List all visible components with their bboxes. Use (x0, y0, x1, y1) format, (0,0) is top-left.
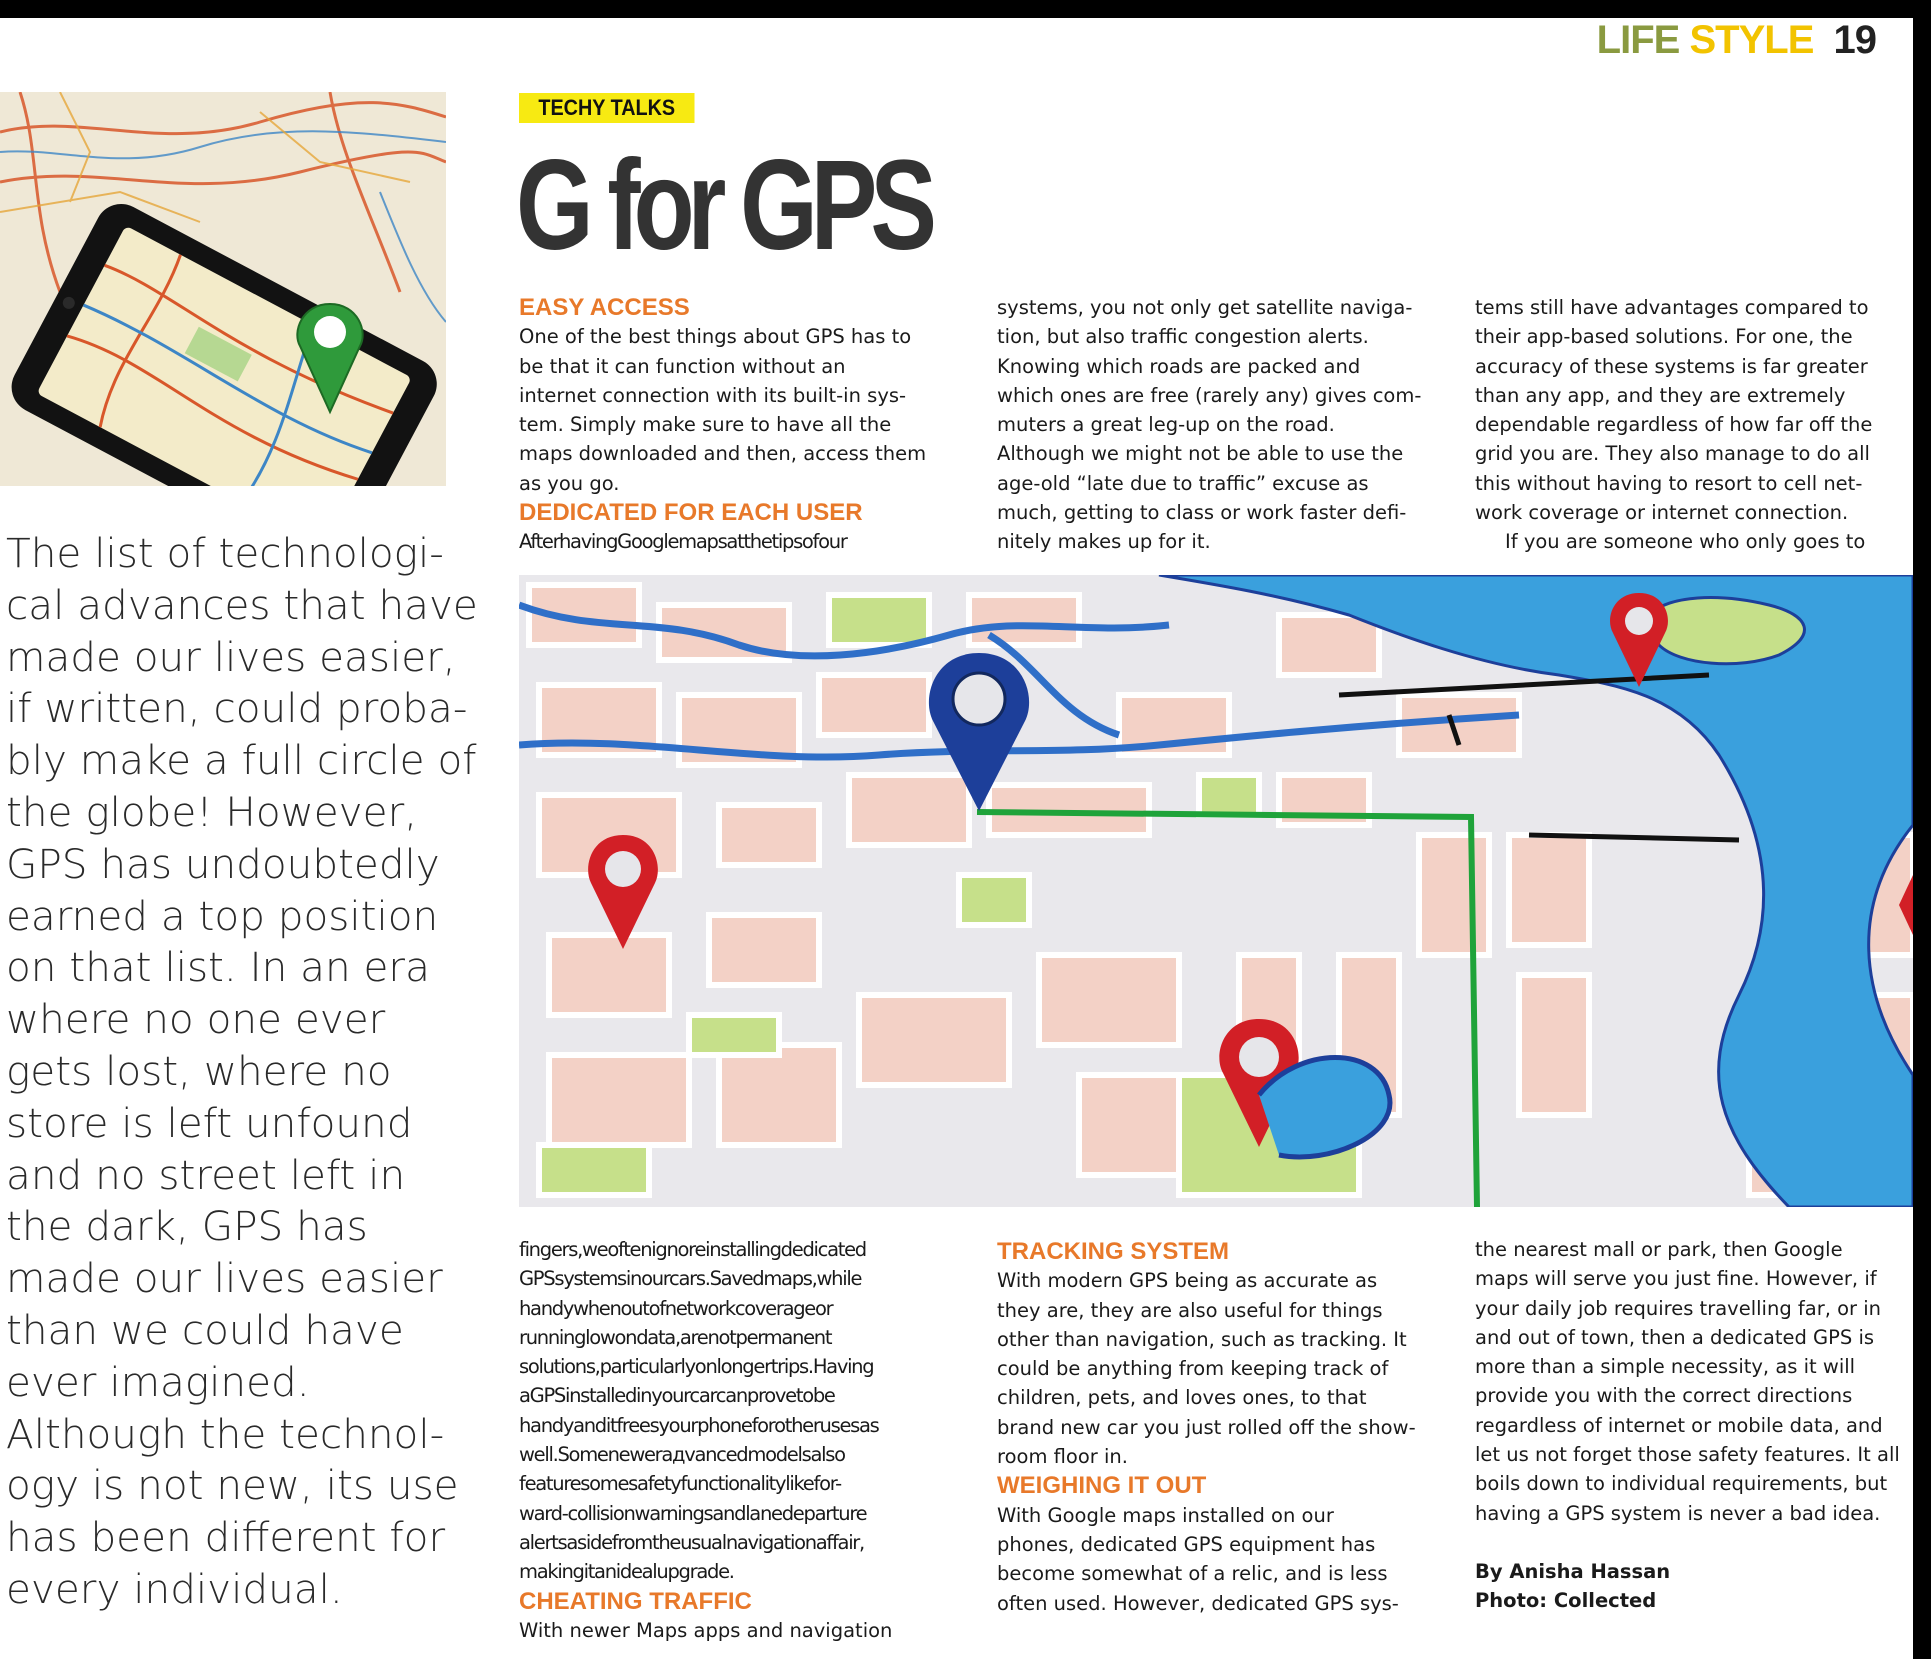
pull-quote-line: ogy is not new, its use (6, 1461, 459, 1510)
body-line: well.Somenewerадvancedmodelsalso (519, 1443, 845, 1467)
pull-quote-line: made our lives easier, (6, 632, 456, 681)
body-line: become somewhat of a relic, and is less (997, 1562, 1388, 1586)
body-line: accuracy of these systems is far greater (1475, 354, 1868, 378)
city-map-illustration (519, 575, 1913, 1207)
body-line: tem. Simply make sure to have all the (519, 413, 892, 437)
right-border (1913, 0, 1931, 1659)
body-line: runninglowondata,arenotpermanent (519, 1325, 832, 1349)
body-line: With Google maps installed on our (997, 1503, 1334, 1527)
body-line: AfterhavingGooglemapsatthetipsofour (519, 530, 847, 554)
body-line: handyanditfreesyourphoneforotherusesas (519, 1413, 879, 1437)
body-line: often used. However, dedicated GPS sys- (997, 1591, 1399, 1615)
body-line: nitely makes up for it. (997, 530, 1211, 554)
subheading-easy-access: EASY ACCESS (519, 294, 690, 321)
pull-quote-line: where no one ever (6, 995, 386, 1044)
body-line: let us not forget those safety features. It all (1475, 1443, 1900, 1467)
body-line: grid you are. They also manage to do all (1475, 442, 1870, 466)
subheading-dedicated-for-each-user: DEDICATED FOR EACH USER (519, 499, 863, 527)
phone-map-photo (0, 92, 446, 486)
body-line: age-old “late due to traffic” excuse as (997, 471, 1369, 495)
author-byline: By Anisha Hassan (1475, 1559, 1671, 1583)
body-line: room floor in. (997, 1445, 1128, 1469)
body-line: One of the best things about GPS has to (519, 325, 912, 349)
pull-quote-line: GPS has undoubtedly (6, 839, 440, 888)
pull-quote-line: cal advances that have (6, 580, 478, 629)
body-line: the nearest mall or park, then Google (1475, 1238, 1843, 1261)
body-line: tion, but also traffic congestion alerts. (997, 325, 1369, 349)
phone-map-illustration (0, 92, 446, 486)
body-line: phones, dedicated GPS equipment has (997, 1532, 1376, 1556)
body-line: makingitanidealupgrade. (519, 1560, 734, 1584)
body-line: they are, they are also useful for things (997, 1298, 1383, 1322)
body-line: work coverage or internet connection. (1475, 501, 1849, 525)
body-line: fingers,weoftenignoreinstallingdedicated (519, 1238, 866, 1261)
section-masthead (1597, 18, 1876, 63)
column-1-top (519, 293, 926, 557)
pull-quote-line: gets lost, where no (6, 1046, 392, 1095)
body-line: having a GPS system is never a bad idea. (1475, 1501, 1881, 1525)
pull-quote-line: the globe! However, (6, 787, 418, 836)
top-border (0, 0, 1931, 18)
pull-quote-line: earned a top position (6, 891, 439, 940)
body-line: other than navigation, such as tracking. It (997, 1327, 1407, 1351)
body-line: handywhenoutofnetworkcoverageor (519, 1296, 833, 1320)
pull-quote-line: than we could have (6, 1305, 404, 1354)
body-line: internet connection with its built-in sys- (519, 383, 907, 407)
body-line: your daily job requires travelling far, or in (1475, 1296, 1882, 1320)
pull-quote-line: if written, could proba- (6, 684, 468, 733)
pull-quote-line: the dark, GPS has (6, 1202, 368, 1251)
body-line: could be anything from keeping track of (997, 1357, 1389, 1381)
body-line: than any app, and they are extremely (1475, 383, 1846, 407)
body-line: which ones are free (rarely any) gives com- (997, 383, 1422, 407)
body-line: provide you with the correct directions (1475, 1384, 1853, 1408)
body-line: Although we might not be able to use the (997, 442, 1404, 466)
body-line: ward-collisionwarningsandlanedeparture (519, 1501, 867, 1525)
body-line: children, pets, and loves ones, to that (997, 1386, 1367, 1410)
column-2-top (997, 293, 1421, 557)
subheading-tracking-system: TRACKING SYSTEM (997, 1238, 1230, 1265)
pull-quote-line: every individual. (6, 1564, 343, 1613)
pull-quote-line: bly make a full circle of (6, 736, 477, 785)
page-number: 19 (1833, 18, 1876, 62)
body-line: be that it can function without an (519, 354, 846, 378)
pull-quote-line: has been different for (6, 1513, 446, 1562)
body-line: Knowing which roads are packed and (997, 354, 1361, 378)
section-name-life: LIFE (1596, 18, 1680, 62)
body-line-indented: If you are someone who only goes to (1505, 530, 1866, 554)
body-line: more than a simple necessity, as it will (1475, 1355, 1856, 1379)
spacer (1475, 1528, 1900, 1557)
body-line: With newer Maps apps and navigation (519, 1618, 893, 1642)
body-line: their app-based solutions. For one, the (1475, 325, 1853, 349)
body-line: aGPSinstalledinyourcarcanprovetobe (519, 1384, 835, 1408)
body-line: featuresomesafetyfunctionalitylikefor- (519, 1472, 841, 1496)
body-line: as you go. (519, 471, 620, 495)
subheading-cheating-traffic: CHEATING TRAFFIC (519, 1587, 752, 1615)
section-kicker: TECHY TALKS (519, 93, 695, 123)
subheading-weighing-it-out: WEIGHING IT OUT (997, 1472, 1207, 1500)
body-line: tems still have advantages compared to (1475, 296, 1869, 319)
section-name-style: STYLE (1689, 18, 1814, 62)
body-line: this without having to resort to cell net- (1475, 471, 1863, 495)
body-line: With modern GPS being as accurate as (997, 1269, 1378, 1293)
body-line: solutions,particularlyonlongertrips.Having (519, 1355, 874, 1379)
pull-quote-line: and no street left in (6, 1150, 406, 1199)
article-headline: G for GPS (516, 134, 930, 277)
column-3-bottom (1475, 1235, 1900, 1616)
column-3-top (1475, 293, 1872, 557)
column-1-bottom (519, 1235, 892, 1645)
body-line: maps will serve you just fine. However, if (1475, 1267, 1877, 1291)
body-line: muters a great leg-up on the road. (997, 413, 1335, 437)
body-line: brand new car you just rolled off the show- (997, 1415, 1416, 1439)
body-line: maps downloaded and then, access them (519, 442, 927, 466)
body-line: systems, you not only get satellite naviga- (997, 296, 1413, 319)
pull-quote-line: Although the technol- (6, 1409, 445, 1458)
body-line: and out of town, then a dedicated GPS is (1475, 1325, 1875, 1349)
pull-quote-line: The list of technologi- (6, 529, 444, 577)
pull-quote-line: store is left unfound (6, 1098, 413, 1147)
photo-credit: Photo: Collected (1475, 1589, 1657, 1613)
body-line: much, getting to class or work faster defi- (997, 501, 1407, 525)
pull-quote-line: made our lives easier (6, 1254, 443, 1303)
body-line: GPSsystemsinourcars.Savedmaps,while (519, 1267, 862, 1291)
map-graphic (519, 575, 1913, 1207)
column-2-bottom (997, 1237, 1416, 1618)
body-line: boils down to individual requirements, but (1475, 1472, 1888, 1496)
pull-quote (6, 528, 478, 1616)
body-line: regardless of internet or mobile data, and (1475, 1413, 1883, 1437)
pull-quote-line: on that list. In an era (6, 943, 430, 992)
body-line: alertsasidefromtheusualnavigationaffair, (519, 1530, 864, 1554)
pull-quote-line: ever imagined. (6, 1357, 310, 1406)
body-line: dependable regardless of how far off the (1475, 413, 1873, 437)
